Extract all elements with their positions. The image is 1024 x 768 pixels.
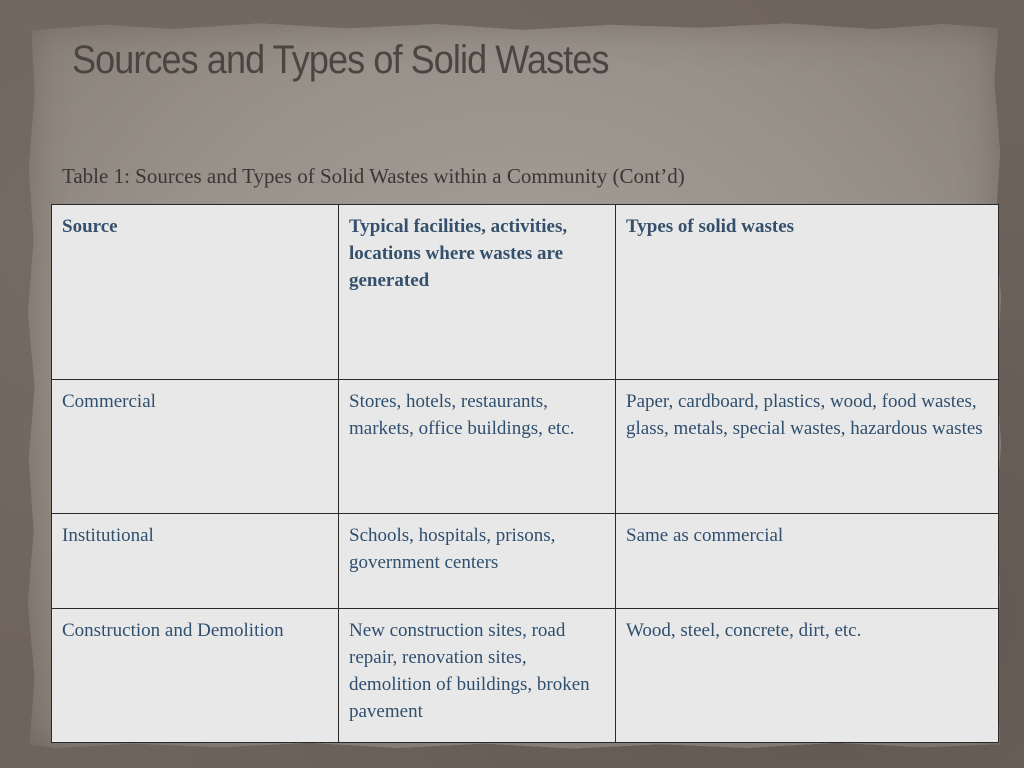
cell-source: Commercial bbox=[52, 380, 339, 514]
cell-types: Same as commercial bbox=[616, 514, 999, 609]
cell-types: Paper, cardboard, plastics, wood, food wastes, glass, metals, special wastes, hazardous wastes bbox=[616, 380, 999, 514]
table-row bbox=[52, 380, 999, 514]
cell-facilities: Schools, hospitals, prisons, government centers bbox=[339, 514, 616, 609]
cell-source: Institutional bbox=[52, 514, 339, 609]
table-row bbox=[52, 514, 999, 609]
header-types: Types of solid wastes bbox=[616, 205, 999, 380]
table-header-row bbox=[52, 205, 999, 380]
slide-title: Sources and Types of Solid Wastes bbox=[72, 38, 609, 82]
waste-sources-table bbox=[51, 204, 999, 743]
table-caption: Table 1: Sources and Types of Solid Wastes within a Community (Cont’d) bbox=[62, 164, 685, 188]
cell-facilities: Stores, hotels, restaurants, markets, office buildings, etc. bbox=[339, 380, 616, 514]
header-facilities: Typical facilities, activities, locations where wastes are generated bbox=[339, 205, 616, 380]
cell-types: Wood, steel, concrete, dirt, etc. bbox=[616, 609, 999, 743]
table-row bbox=[52, 609, 999, 743]
cell-source: Construction and Demolition bbox=[52, 609, 339, 743]
header-source: Source bbox=[52, 205, 339, 380]
cell-facilities: New construction sites, road repair, renovation sites, demolition of buildings, broken pavement bbox=[339, 609, 616, 743]
